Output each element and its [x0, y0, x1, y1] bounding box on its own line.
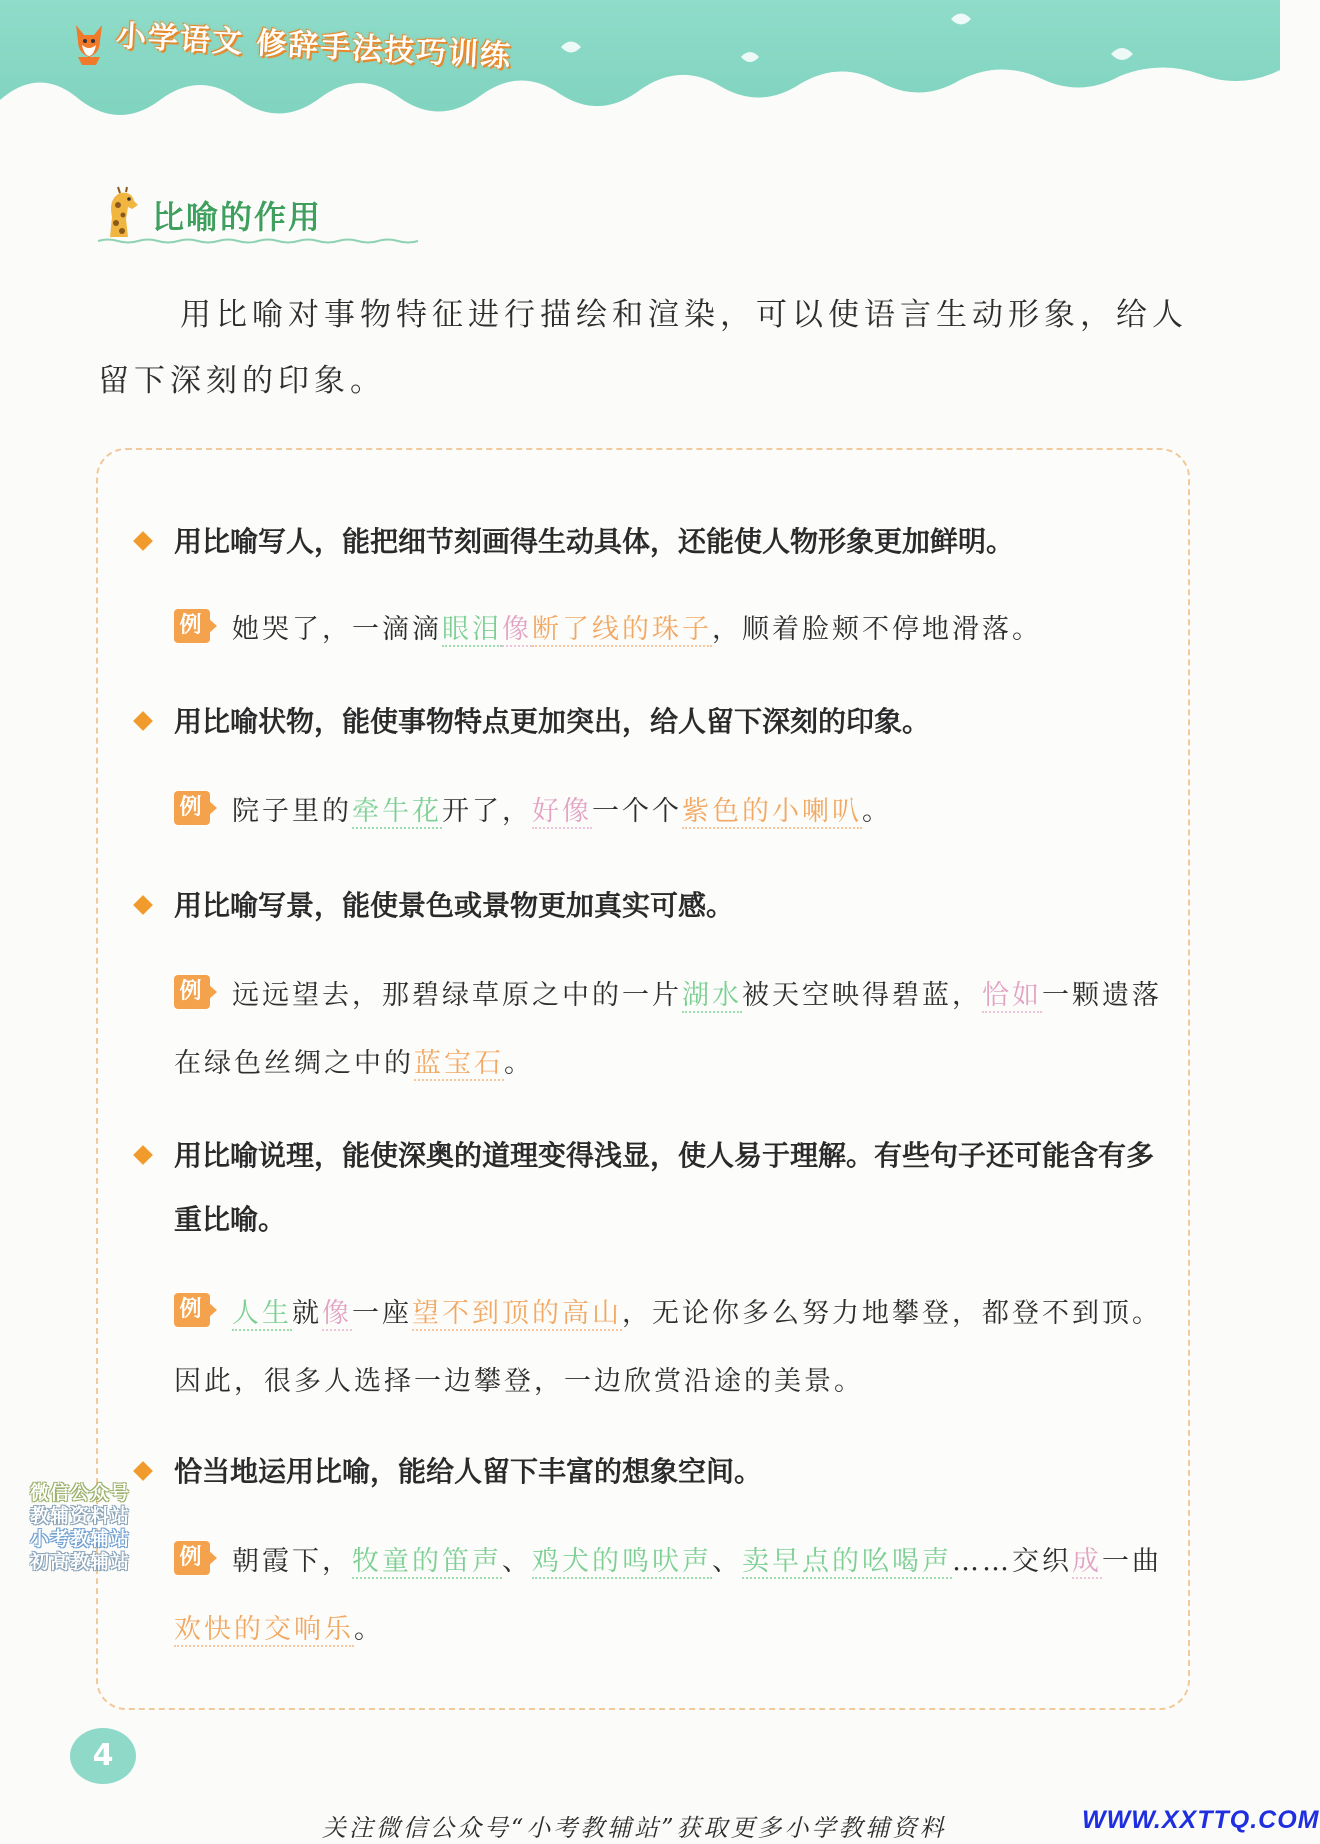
example-text: ……交织	[952, 1546, 1072, 1577]
point-5	[136, 1440, 1166, 1504]
watermark-block	[30, 1482, 160, 1574]
highlighted-phrase: 卖早点的吆喝声	[742, 1546, 952, 1577]
diamond-bullet-icon	[133, 1461, 153, 1481]
example-text: 一曲	[1102, 1546, 1162, 1577]
watermark-line: 教辅资料站	[30, 1505, 131, 1527]
example-text: 远远望去，那碧绿草原之中的一片	[232, 980, 682, 1011]
point-text: 用比喻写人，能把细节刻画得生动具体，还能使人物形象更加鲜明。	[174, 525, 1015, 558]
section-heading	[98, 185, 322, 245]
highlighted-phrase: 像	[502, 614, 532, 645]
highlighted-phrase: 人生	[232, 1298, 292, 1329]
highlighted-phrase: 欢快的交响乐	[174, 1614, 354, 1645]
example-4	[174, 1280, 1174, 1416]
section-title: 比喻的作用	[152, 198, 323, 236]
example-badge-label: 例	[174, 1293, 210, 1327]
example-text: 一颗遗落在绿色丝绸之中的	[174, 980, 1162, 1079]
point-4	[136, 1124, 1166, 1252]
point-text: 用比喻说理，能使深奥的道理变得浅显，使人易于理解。有些句子还可能含有多重比喻。	[174, 1139, 1155, 1236]
point-text: 恰当地运用比喻，能给人留下丰富的想象空间。	[174, 1455, 763, 1488]
example-text: 一座	[352, 1298, 412, 1329]
header-scallop-edge	[0, 60, 1280, 130]
giraffe-icon	[98, 187, 148, 243]
header-band	[0, 0, 1280, 120]
example-badge-label: 例	[174, 975, 210, 1009]
point-3	[136, 874, 1166, 938]
highlighted-phrase: 断了线的珠子	[532, 614, 712, 645]
highlighted-phrase: 像	[322, 1298, 352, 1329]
example-badge-icon	[174, 975, 218, 1009]
point-2	[136, 690, 1166, 754]
highlighted-phrase: 好像	[532, 796, 592, 827]
highlighted-phrase: 蓝宝石	[414, 1048, 504, 1079]
example-text: ，无论你多么努力地攀登，都登不到顶。因此，很多人选择一边攀登，一边欣赏沿途的美景。	[174, 1298, 1162, 1397]
example-text: 院子里的	[232, 796, 352, 827]
diamond-bullet-icon	[133, 895, 153, 915]
example-badge-label: 例	[174, 609, 210, 643]
example-3	[174, 962, 1174, 1098]
intro-paragraph: 用比喻对事物特征进行描绘和渲染，可以使语言生动形象，给人留下深刻的印象。	[98, 297, 1188, 399]
point-text: 用比喻写景，能使景色或景物更加真实可感。	[174, 889, 735, 922]
highlighted-phrase: 牧童的笛声	[352, 1546, 502, 1577]
series-title	[70, 18, 513, 75]
example-badge-icon	[174, 791, 218, 825]
example-text: 就	[292, 1298, 322, 1329]
highlighted-phrase: 望不到顶的高山	[412, 1298, 622, 1329]
fox-icon	[70, 21, 108, 65]
leaf-decoration-1	[560, 40, 582, 54]
highlighted-phrase: 牵牛花	[352, 796, 442, 827]
watermark-line: 初高教辅站	[30, 1551, 131, 1573]
point-1	[136, 510, 1166, 574]
example-text: 开了，	[442, 796, 532, 827]
example-text: 。	[504, 1048, 534, 1079]
highlighted-phrase: 眼泪	[442, 614, 502, 645]
example-text: 一个个	[592, 796, 682, 827]
example-badge-icon	[174, 1293, 218, 1327]
watermark-line: 微信公众号	[30, 1482, 131, 1504]
example-badge-label: 例	[174, 791, 210, 825]
example-2	[174, 778, 1174, 846]
example-5	[174, 1528, 1174, 1664]
example-text: 。	[354, 1614, 384, 1645]
leaf-decoration-4	[1110, 46, 1134, 62]
example-badge-icon	[174, 1541, 218, 1575]
highlighted-phrase: 湖水	[682, 980, 742, 1011]
highlighted-phrase: 鸡犬的鸣吠声	[532, 1546, 712, 1577]
example-text: 、	[712, 1546, 742, 1577]
example-text: 、	[502, 1546, 532, 1577]
highlighted-phrase: 恰如	[982, 980, 1042, 1011]
footer-url[interactable]: WWW.XXTTQ.COM	[1082, 1806, 1320, 1834]
section-title-underline	[98, 238, 418, 244]
diamond-bullet-icon	[133, 531, 153, 551]
example-text: ，顺着脸颊不停地滑落。	[712, 614, 1042, 645]
series-title-text: 小学语文 修辞手法技巧训练	[115, 18, 513, 75]
example-1	[174, 596, 1174, 664]
highlighted-phrase: 紫色的小喇叭	[682, 796, 862, 827]
highlighted-phrase: 成	[1072, 1546, 1102, 1577]
example-text: 她哭了，一滴滴	[232, 614, 442, 645]
example-text: 。	[862, 796, 892, 827]
example-badge-label: 例	[174, 1541, 210, 1575]
example-badge-icon	[174, 609, 218, 643]
diamond-bullet-icon	[133, 1145, 153, 1165]
leaf-decoration-2	[740, 50, 760, 64]
example-text: 朝霞下，	[232, 1546, 352, 1577]
page-number: 4	[70, 1728, 136, 1784]
leaf-decoration-3	[950, 12, 972, 26]
point-text: 用比喻状物，能使事物特点更加突出，给人留下深刻的印象。	[174, 705, 931, 738]
example-text: 被天空映得碧蓝，	[742, 980, 982, 1011]
diamond-bullet-icon	[133, 711, 153, 731]
watermark-line: 小考教辅站	[30, 1528, 131, 1550]
footer-note: 关注微信公众号“小考教辅站”获取更多小学教辅资料	[322, 1814, 947, 1842]
